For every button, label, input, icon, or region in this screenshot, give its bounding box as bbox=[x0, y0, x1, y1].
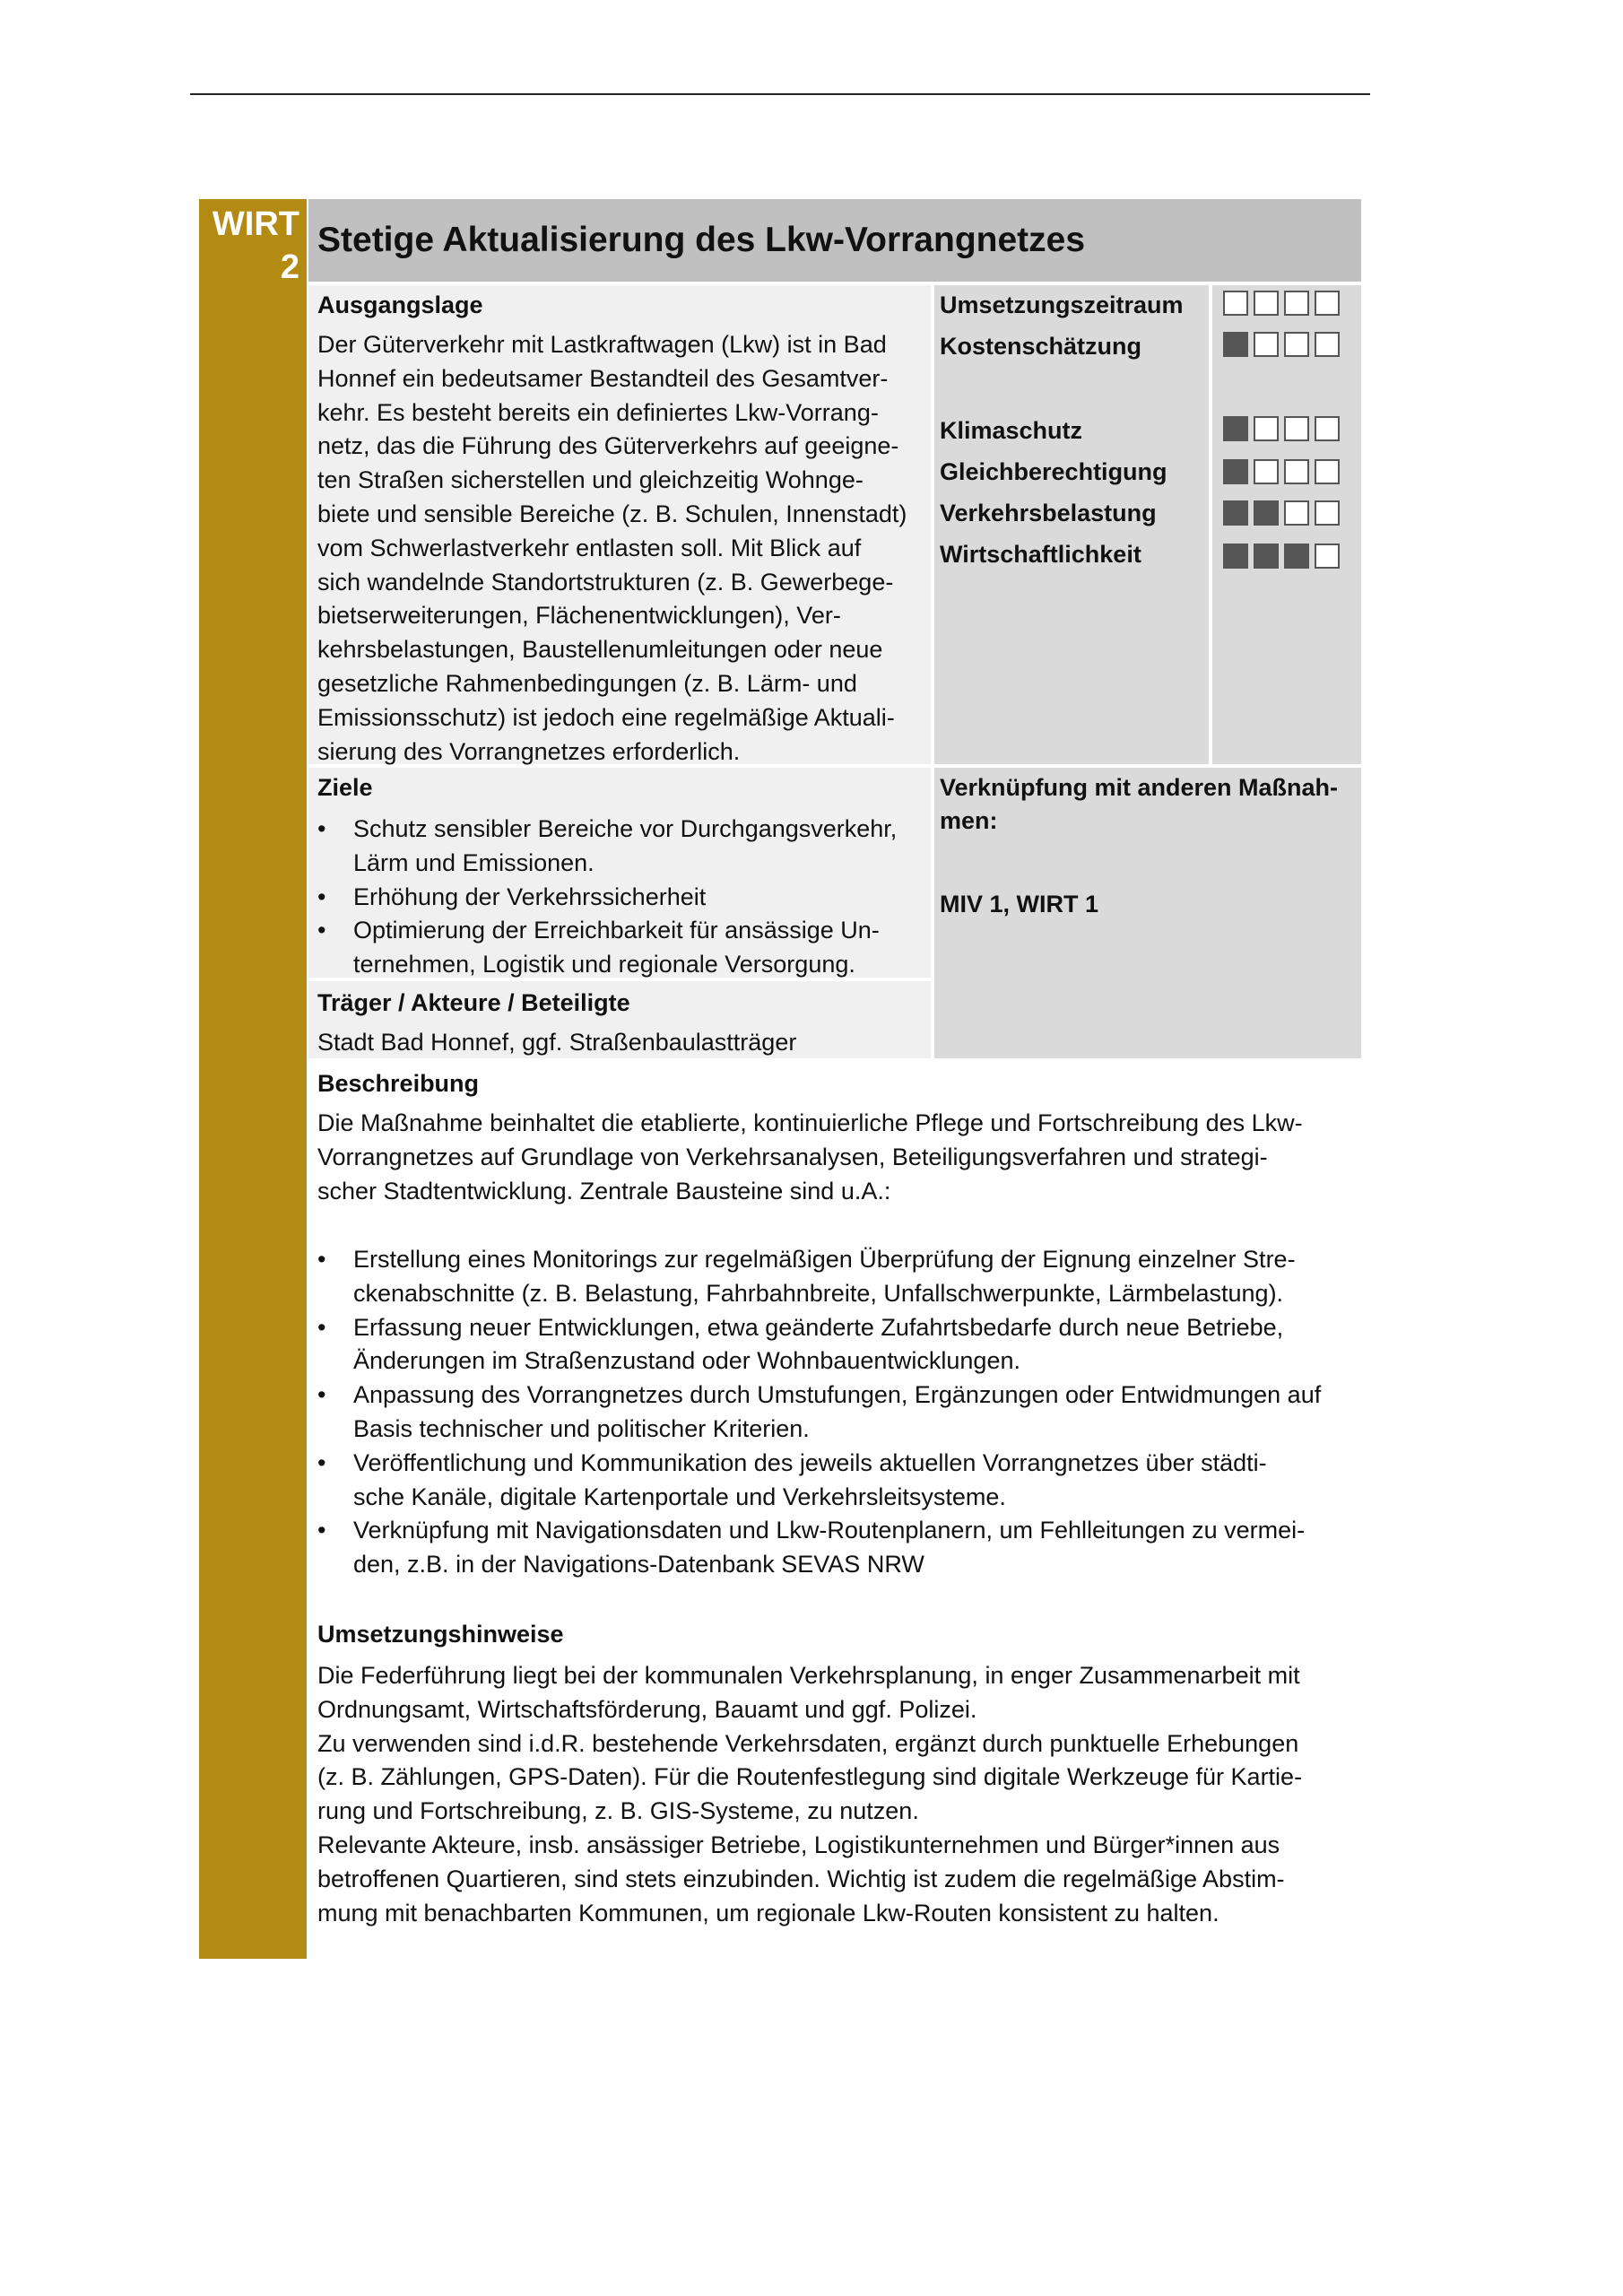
ausgangslage-text bbox=[317, 328, 924, 769]
measure-code-number: 2 bbox=[280, 248, 299, 286]
rating-boxes bbox=[1223, 416, 1340, 441]
text-line: betroffenen Quartieren, sind stets einzubinden. Wichtig ist zudem die regelmäßige Abstim- bbox=[317, 1865, 1285, 1892]
rating-box-filled bbox=[1223, 416, 1248, 441]
list-item bbox=[317, 881, 924, 915]
text-line: ckenabschnitte (z. B. Belastung, Fahrbahnbreite, Unfallschwerpunkte, Lärmbelastung). bbox=[353, 1279, 1284, 1307]
list-item bbox=[317, 914, 924, 982]
rating-box-empty bbox=[1284, 416, 1309, 441]
rating-box-empty bbox=[1254, 332, 1279, 357]
rating-box-empty bbox=[1315, 416, 1340, 441]
text-line: • Verknüpfung mit Navigationsdaten und Lkw-Routenplanern, um Fehlleitungen zu vermei- bbox=[353, 1517, 1306, 1544]
rating-box-empty bbox=[1284, 500, 1309, 526]
umsetzung-heading: Umsetzungshinweise bbox=[317, 1621, 564, 1648]
rating-box-empty bbox=[1223, 291, 1248, 316]
text-line: scher Stadtentwicklung. Zentrale Bausteine sind u.A.: bbox=[317, 1177, 891, 1205]
rating-label-klimaschutz: Klimaschutz bbox=[940, 417, 1083, 444]
text-line: sche Kanäle, digitale Kartenportale und Verkehrsleitsysteme. bbox=[353, 1483, 1006, 1510]
rating-box-filled bbox=[1254, 544, 1279, 569]
rating-boxes bbox=[1223, 291, 1340, 316]
text-line: mung mit benachbarten Kommunen, um regionale Lkw-Routen konsistent zu halten. bbox=[317, 1899, 1219, 1926]
verknuepfung-heading bbox=[940, 771, 1338, 838]
text-line: Zu verwenden sind i.d.R. bestehende Verkehrsdaten, ergänzt durch punktuelle Erhebungen bbox=[317, 1729, 1299, 1757]
text-line: ten Straßen sicherstellen und gleichzeitig Wohnge- bbox=[317, 466, 864, 494]
traeger-text bbox=[317, 1026, 796, 1060]
rating-box-filled bbox=[1223, 459, 1248, 484]
rating-box-empty bbox=[1284, 332, 1309, 357]
rating-label-kostenschaetzung: Kostenschätzung bbox=[940, 333, 1142, 360]
text-line: Vorrangnetzes auf Grundlage von Verkehrsanalysen, Beteiligungsverfahren und strategi- bbox=[317, 1143, 1268, 1170]
traeger-heading: Träger / Akteure / Beteiligte bbox=[317, 989, 630, 1016]
rating-box-empty bbox=[1254, 416, 1279, 441]
text-line: Die Maßnahme beinhaltet die etablierte, kontinuierliche Pflege und Fortschreibung des Lkw- bbox=[317, 1109, 1303, 1136]
text-line: • Optimierung der Erreichbarkeit für ansässige Un- bbox=[353, 917, 880, 944]
text-line: Honnef ein bedeutsamer Bestandteil des Gesamtver- bbox=[317, 364, 889, 392]
text-line: Emissionsschutz) ist jedoch eine regelmäßige Aktuali- bbox=[317, 703, 895, 731]
text-line: gesetzliche Rahmenbedingungen (z. B. Lärm- und bbox=[317, 669, 857, 697]
rating-label-gleichberechtigung: Gleichberechtigung bbox=[940, 458, 1167, 485]
beschreibung-heading: Beschreibung bbox=[317, 1070, 480, 1097]
text-line: ternehmen, Logistik und regionale Versorgung. bbox=[353, 951, 855, 978]
heading-line: men: bbox=[940, 807, 998, 834]
list-item bbox=[317, 1514, 1361, 1582]
text-line: Ordnungsamt, Wirtschaftsförderung, Bauamt und ggf. Polizei. bbox=[317, 1695, 977, 1723]
rating-box-filled bbox=[1284, 544, 1309, 569]
rating-box-empty bbox=[1254, 291, 1279, 316]
rating-box-empty bbox=[1315, 459, 1340, 484]
rating-label-umsetzungszeitraum: Umsetzungszeitraum bbox=[940, 291, 1184, 318]
text-line: • Schutz sensibler Bereiche vor Durchgangsverkehr, bbox=[353, 815, 898, 842]
ausgangslage-heading: Ausgangslage bbox=[317, 291, 483, 318]
rating-boxes bbox=[1223, 544, 1340, 569]
rating-box-empty bbox=[1284, 459, 1309, 484]
text-line: Änderungen im Straßenzustand oder Wohnbauentwicklungen. bbox=[353, 1347, 1020, 1375]
text-line: sich wandelnde Standortstrukturen (z. B. Gewerbege- bbox=[317, 568, 894, 596]
measure-code bbox=[199, 203, 299, 289]
text-line: rung und Fortschreibung, z. B. GIS-Systeme, zu nutzen. bbox=[317, 1797, 919, 1825]
text-line: • Erstellung eines Monitorings zur regelmäßigen Überprüfung der Eignung einzelner Stre- bbox=[353, 1246, 1296, 1273]
rating-box-empty bbox=[1254, 459, 1279, 484]
text-line: Der Güterverkehr mit Lastkraftwagen (Lkw) ist in Bad bbox=[317, 331, 887, 358]
list-item bbox=[317, 1447, 1361, 1515]
text-line: netz, das die Führung des Güterverkehrs auf geeigne- bbox=[317, 432, 899, 460]
text-line: • Erfassung neuer Entwicklungen, etwa geänderte Zufahrtsbedarfe durch neue Betriebe, bbox=[353, 1313, 1284, 1341]
rating-box-empty bbox=[1315, 332, 1340, 357]
text-line: den, z.B. in der Navigations-Datenbank SEVAS NRW bbox=[353, 1551, 924, 1578]
rating-box-filled bbox=[1223, 332, 1248, 357]
text-line: bietserweiterungen, Flächenentwicklungen), Ver- bbox=[317, 602, 841, 630]
text-line: kehrsbelastungen, Baustellenumleitungen oder neue bbox=[317, 636, 883, 664]
rating-box-empty bbox=[1315, 544, 1340, 569]
beschreibung-intro bbox=[317, 1107, 1361, 1208]
rating-boxes bbox=[1223, 332, 1340, 357]
rating-label-wirtschaftlichkeit: Wirtschaftlichkeit bbox=[940, 541, 1141, 568]
header-rule bbox=[190, 93, 1370, 95]
text-line: sierung des Vorrangnetzes erforderlich. bbox=[317, 737, 741, 765]
measure-code-prefix: WIRT bbox=[212, 205, 299, 243]
umsetzung-text bbox=[317, 1659, 1361, 1930]
measure-sidebar bbox=[199, 199, 307, 1959]
text-line: Die Federführung liegt bei der kommunalen Verkehrsplanung, in enger Zusammenarbeit mit bbox=[317, 1662, 1300, 1689]
ziele-heading: Ziele bbox=[317, 774, 373, 801]
text-line: • Anpassung des Vorrangnetzes durch Umstufungen, Ergänzungen oder Entwidmungen auf bbox=[353, 1381, 1322, 1409]
list-item bbox=[317, 1311, 1361, 1379]
text-line: • Erhöhung der Verkehrssicherheit bbox=[353, 883, 707, 910]
text-line: Lärm und Emissionen. bbox=[353, 848, 595, 876]
text-line: kehr. Es besteht bereits ein definiertes Lkw-Vorrang- bbox=[317, 398, 879, 426]
text-line: vom Schwerlastverkehr entlasten soll. Mit Blick auf bbox=[317, 534, 862, 561]
rating-box-empty bbox=[1315, 500, 1340, 526]
text-line: • Veröffentlichung und Kommunikation des jeweils aktuellen Vorrangnetzes über städti- bbox=[353, 1448, 1267, 1476]
beschreibung-list bbox=[317, 1243, 1361, 1582]
list-item bbox=[317, 1378, 1361, 1447]
rating-box-filled bbox=[1254, 500, 1279, 526]
text-line: Relevante Akteure, insb. ansässiger Betriebe, Logistikunternehmen und Bürger*innen aus bbox=[317, 1831, 1280, 1858]
rating-label-verkehrsbelastung: Verkehrsbelastung bbox=[940, 500, 1157, 526]
verknuepfung-value: MIV 1, WIRT 1 bbox=[940, 891, 1099, 918]
rating-boxes bbox=[1223, 500, 1340, 526]
text-line: (z. B. Zählungen, GPS-Daten). Für die Routenfestlegung sind digitale Werkzeuge für Kartie- bbox=[317, 1763, 1303, 1791]
rating-box-filled bbox=[1223, 544, 1248, 569]
rating-box-filled bbox=[1223, 500, 1248, 526]
text-line: Stadt Bad Honnef, ggf. Straßenbaulastträger bbox=[317, 1029, 797, 1056]
page-title: Stetige Aktualisierung des Lkw-Vorrangnetzes bbox=[317, 221, 1086, 259]
list-item bbox=[317, 1243, 1361, 1311]
text-line: biete und sensible Bereiche (z. B. Schulen, Innenstadt) bbox=[317, 500, 907, 527]
heading-line: Verknüpfung mit anderen Maßnah- bbox=[940, 774, 1339, 801]
list-item bbox=[317, 813, 924, 881]
ziele-list bbox=[317, 813, 924, 982]
text-line: Basis technischer und politischer Kriterien. bbox=[353, 1414, 810, 1442]
rating-box-empty bbox=[1315, 291, 1340, 316]
rating-boxes bbox=[1223, 459, 1340, 484]
rating-box-empty bbox=[1284, 291, 1309, 316]
